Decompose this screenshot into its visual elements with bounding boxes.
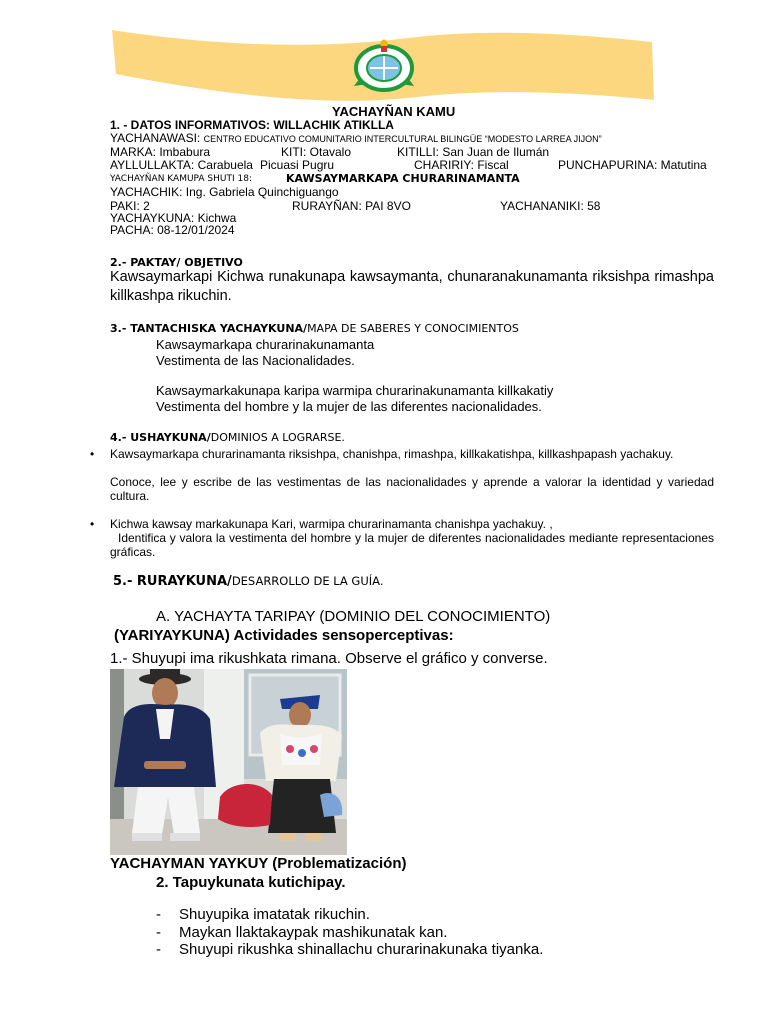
yachananiki-field: YACHANANIKI: 58 xyxy=(500,199,601,213)
ayllullakta-field: AYLLULLAKTA: Carabuela xyxy=(110,158,253,172)
question-item: Shuyupi rikushka shinallachu churarinakunaka tiyanka. xyxy=(179,941,544,958)
shuti-label: YACHAYÑAN KAMUPA SHUTI 18: xyxy=(110,174,252,184)
marka-field: MARKA: Imbabura xyxy=(110,145,211,159)
shuti-value: KAWSAYMARKAPA CHURARINAMANTA xyxy=(286,172,520,185)
dominio-item-1-es: Conoce, lee y escribe de las vestimentas de las nacionalidades y aprende a valorar la identidad y variedad cultura. xyxy=(110,475,714,503)
document-title: YACHAYÑAN KAMU xyxy=(332,104,456,119)
section-4-heading-bold: 4.- USHAYKUNA/ xyxy=(110,431,211,444)
rurayñan-field: RURAYÑAN: PAI 8VO xyxy=(292,199,411,213)
question-dash: - xyxy=(156,941,161,958)
section-4-heading xyxy=(110,431,345,444)
saberes-item-2-kichwa xyxy=(156,383,553,399)
problematizacion-subheading: 2. Tapuykunata kutichipay. xyxy=(156,874,346,891)
saberes-item-2-es: Vestimenta del hombre y la mujer de las diferentes nacionalidades. xyxy=(156,399,542,414)
bullet-icon: • xyxy=(90,447,95,461)
section-5-heading-bold: 5.- RURAYKUNA/ xyxy=(113,574,232,589)
yachanawasi-line xyxy=(110,131,602,145)
question-item: Maykan llaktakaypak mashikunatak kan. xyxy=(179,924,448,941)
section-3-heading-rest: MAPA DE SABERES Y CONOCIMIENTOS xyxy=(307,322,519,335)
dominio-item-2-es: Identifica y valora la vestimenta del hombre y la mujer de diferentes nacionalidades mediante representaciones gráficas. xyxy=(110,531,714,559)
question-dash: - xyxy=(156,906,161,923)
dominio-item-1-kichwa: Kawsaymarkapa churarinamanta riksishpa, chanishpa, rimashpa, killkakatishpa, killkashpapash yachakuy. xyxy=(110,447,674,461)
saberes-item-1-kichwa xyxy=(156,337,374,353)
kitilli-field: KITILLI: San Juan de Ilumán xyxy=(397,145,550,159)
section-3-heading-bold: 3.- TANTACHISKA YACHAYKUNA/ xyxy=(110,322,308,335)
pacha-field: PACHA: 08-12/01/2024 xyxy=(110,223,235,237)
bullet-icon: • xyxy=(90,517,95,531)
section-3-heading xyxy=(110,322,519,335)
problematizacion-heading: YACHAYMAN YAYKUY (Problematización) xyxy=(110,855,407,872)
yachaykuna-field: YACHAYKUNA: Kichwa xyxy=(110,211,237,225)
kiti-field: KITI: Otavalo xyxy=(281,145,352,159)
section-a-heading: A. YACHAYTA TARIPAY (DOMINIO DEL CONOCIMIENTO) xyxy=(156,608,551,625)
section-1-heading: 1. - DATOS INFORMATIVOS: WILLACHIK ATIKLLA xyxy=(110,118,394,132)
header-banner xyxy=(108,26,656,106)
saberes-item-2-text: Kawsaymarkakunapa karipa warmipa churarinakunamanta killkakatiy xyxy=(156,383,554,398)
chaririy-field: CHARIRIY: Fiscal xyxy=(414,158,509,172)
ayllullakta-extra: Picuasi Pugru xyxy=(260,158,335,172)
yachanawasi-value: CENTRO EDUCATIVO COMUNITARIO INTERCULTURAL BILINGÜE “MODESTO LARREA JIJON” xyxy=(203,134,602,144)
question-dash: - xyxy=(156,924,161,941)
section-5-heading xyxy=(113,573,383,590)
instruction-text: 1.- Shuyupi ima rikushkata rimana. Observe el gráfico y converse. xyxy=(110,650,548,667)
yachanawasi-label: YACHANAWASI: xyxy=(110,131,201,145)
objetivo-text: Kawsaymarkapi Kichwa runakunapa kawsaymanta, chunaranakunamanta riksishpa rimashpa killkashpa rikuchin. xyxy=(110,269,714,304)
saberes-item-1-text: Kawsaymarkapa churarinakunamanta xyxy=(156,337,375,352)
saberes-item-1-es: Vestimenta de las Nacionalidades. xyxy=(156,353,355,368)
question-item: Shuyupika imatatak rikuchin. xyxy=(179,906,370,923)
yachachik-field: YACHACHIK: Ing. Gabriela Quinchiguango xyxy=(110,185,339,199)
section-4-heading-rest: DOMINIOS A LOGRARSE. xyxy=(210,431,345,444)
section-a-subheading: (YARIYAYKUNA) Actividades sensoperceptivas: xyxy=(114,627,454,644)
section-2-heading: 2.- PAKTAY/ OBJETIVO xyxy=(110,256,243,269)
section-5-heading-rest: DESARROLLO DE LA GUÍA. xyxy=(231,574,384,588)
paki-field: PAKI: 2 xyxy=(110,199,150,213)
vestimenta-photo xyxy=(110,669,347,855)
punchapurina-field: PUNCHAPURINA: Matutina xyxy=(558,158,707,172)
dominio-item-2-kichwa: Kichwa kawsay markakunapa Kari, warmipa churarinamanta chanishpa yachakuy. , xyxy=(110,517,553,531)
